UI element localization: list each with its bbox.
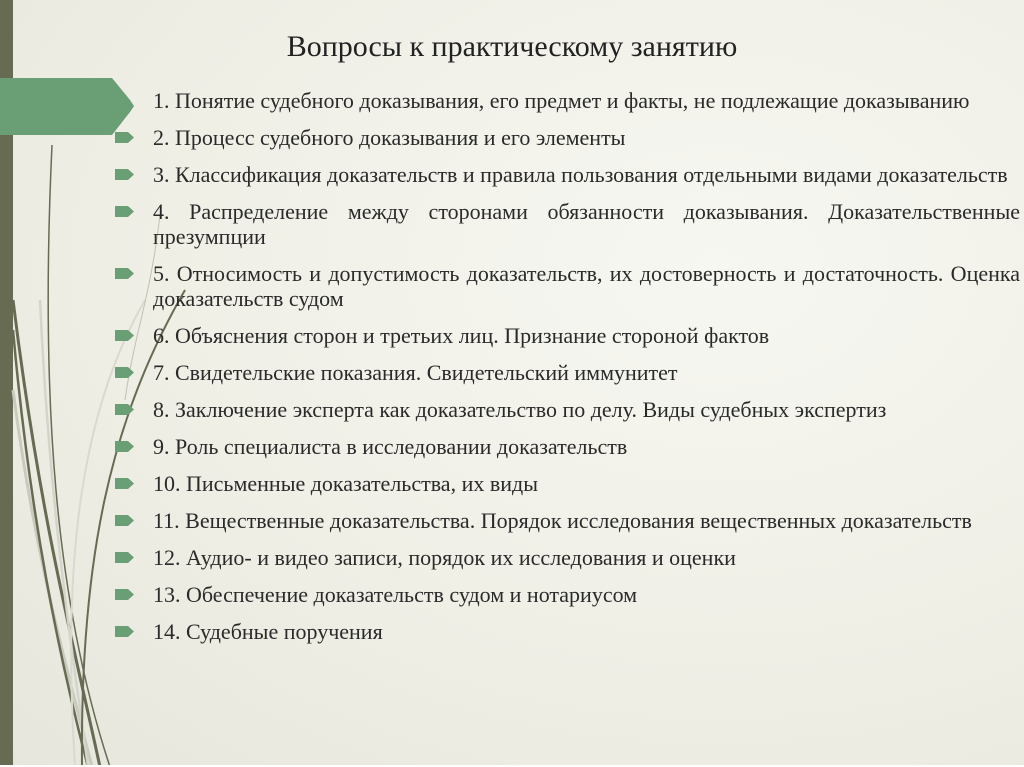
- list-item: [115, 125, 1020, 150]
- list-item-text: 7. Свидетельские показания. Свидетельский иммунитет: [153, 360, 678, 385]
- list-item-text: 13. Обеспечение доказательств судом и нотариусом: [153, 582, 638, 607]
- arrow-bullet-icon: [115, 330, 134, 341]
- arrow-bullet-icon: [115, 441, 134, 452]
- list-item: [115, 199, 1020, 249]
- list-item: [115, 323, 1020, 348]
- list-item: [115, 162, 1020, 187]
- arrow-bullet-icon: [115, 478, 134, 489]
- list-item-text: 5. Относимость и допустимость доказательств, их достоверность и достаточность. Оценка доказательств судом: [153, 261, 1020, 311]
- list-item-text: 3. Классификация доказательств и правила пользования отдельными видами доказательств: [153, 162, 1008, 187]
- arrow-bullet-icon: [115, 268, 134, 279]
- arrow-bullet-icon: [115, 367, 134, 378]
- list-item-text: 14. Судебные поручения: [153, 619, 383, 644]
- list-item-text: 11. Вещественные доказательства. Порядок исследования вещественных доказательств: [153, 508, 972, 533]
- arrow-bullet-icon: [115, 404, 134, 415]
- list-item: [115, 88, 1020, 113]
- arrow-bullet-icon: [115, 515, 134, 526]
- list-item-text: 9. Роль специалиста в исследовании доказательств: [153, 434, 628, 459]
- list-item: [115, 397, 1020, 422]
- list-item-text: 10. Письменные доказательства, их виды: [153, 471, 538, 496]
- list-item: [115, 261, 1020, 311]
- arrow-bullet-icon: [115, 206, 134, 217]
- list-item: [115, 508, 1020, 533]
- questions-list: [115, 88, 1020, 656]
- list-item-text: 6. Объяснения сторон и третьих лиц. Признание стороной фактов: [153, 323, 770, 348]
- arrow-bullet-icon: [115, 626, 134, 637]
- list-item-text: 4. Распределение между сторонами обязанности доказывания. Доказательственные презумпции: [153, 199, 1020, 249]
- arrow-bullet-icon: [115, 169, 134, 180]
- list-item: [115, 434, 1020, 459]
- list-item-text: 2. Процесс судебного доказывания и его элементы: [153, 125, 626, 150]
- list-item: [115, 619, 1020, 644]
- arrow-bullet-icon: [115, 132, 134, 143]
- arrow-bullet-icon: [115, 552, 134, 563]
- list-item: [115, 582, 1020, 607]
- list-item-text: 8. Заключение эксперта как доказательство по делу. Виды судебных экспертиз: [153, 397, 887, 422]
- list-item-text: 1. Понятие судебного доказывания, его предмет и факты, не подлежащие доказыванию: [153, 88, 970, 113]
- arrow-bullet-icon: [115, 589, 134, 600]
- list-item-text: 12. Аудио- и видео записи, порядок их исследования и оценки: [153, 545, 736, 570]
- slide-title: Вопросы к практическому занятию: [286, 30, 738, 63]
- list-item: [115, 360, 1020, 385]
- list-item: [115, 545, 1020, 570]
- list-item: [115, 471, 1020, 496]
